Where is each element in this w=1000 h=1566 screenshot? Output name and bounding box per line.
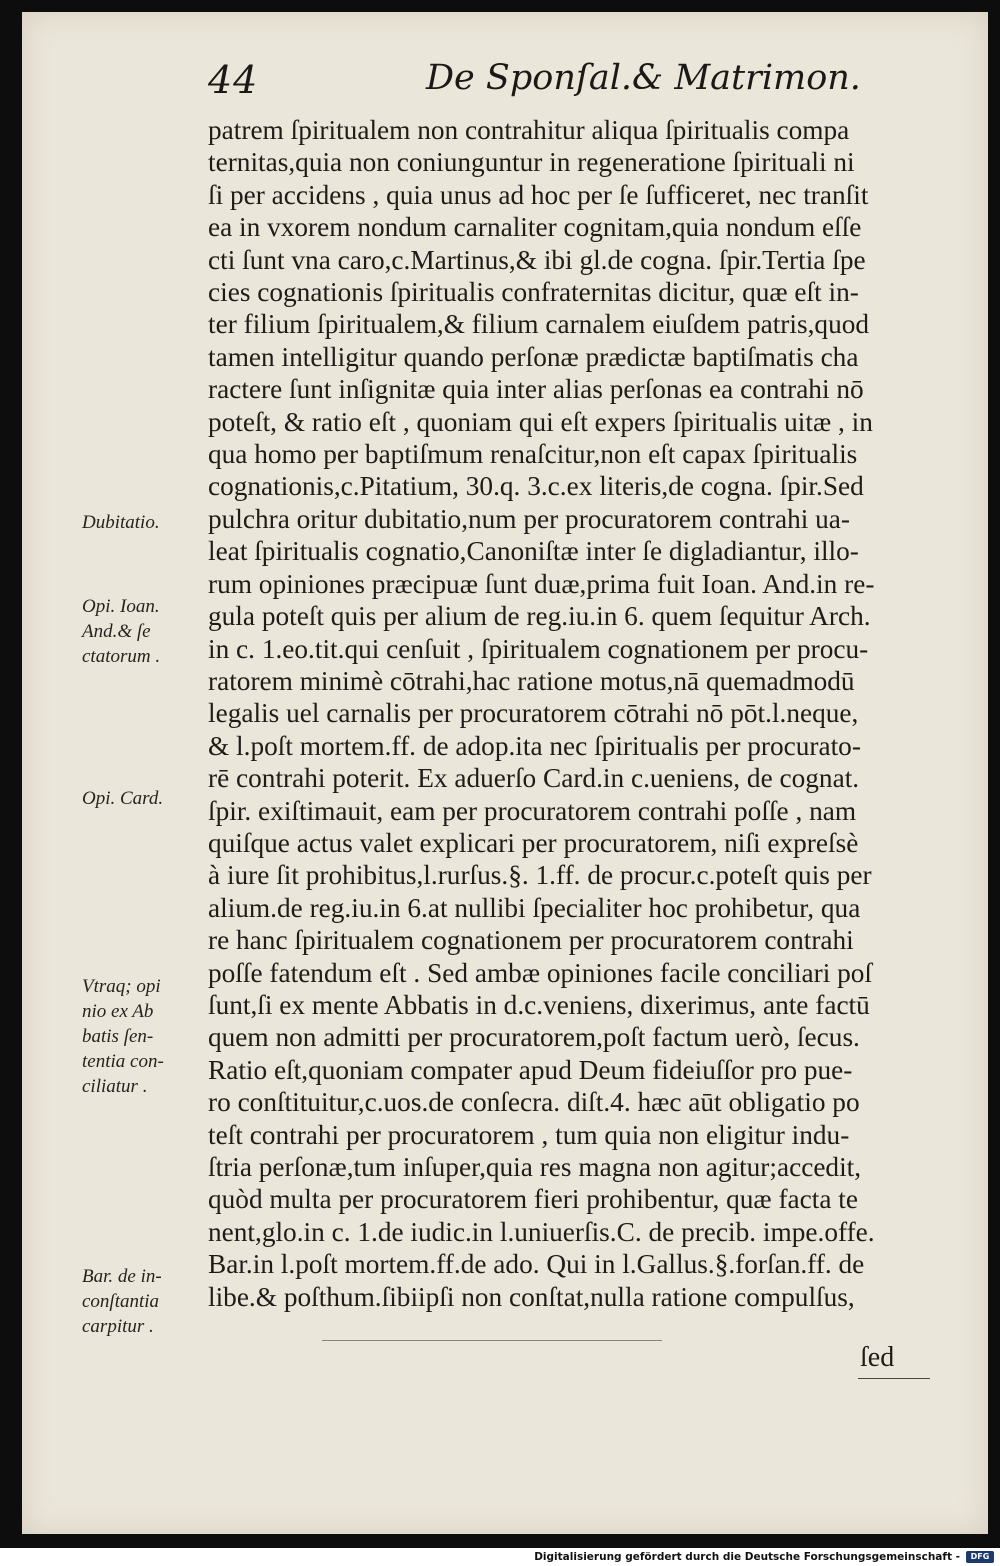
margin-note-bartolus xyxy=(82,1264,210,1339)
text-line: cti ſunt vna caro,c.Martinus,& ibi gl.de cogna. ſpir.Tertia ſpe xyxy=(208,244,866,275)
text-line: poteſt, & ratio eſt , quoniam qui eſt expers ſpiritualis uitæ , in xyxy=(208,406,873,437)
text-line: legalis uel carnalis per procuratorem cōtrahi nō pōt.l.neque, xyxy=(208,698,859,729)
text-line: gula poteſt quis per alium de reg.iu.in 6. quem ſequitur Arch. xyxy=(208,601,871,632)
margin-note-dubitatio xyxy=(82,510,210,535)
funding-notice: Digitalisierung gefördert durch die Deutsche Forschungsgemeinschaft - xyxy=(534,1551,960,1563)
text-line: re hanc ſpiritualem cognationem per procuratorem contrahi xyxy=(208,925,854,956)
text-line: qua homo per baptiſmum renaſcitur,non eſt capax ſpiritualis xyxy=(208,439,858,470)
dfg-logo-icon: DFG xyxy=(966,1551,994,1563)
text-line: quiſque actus valet explicari per procuratorem, niſi expreſsè xyxy=(208,827,859,858)
book-page xyxy=(22,12,988,1534)
text-line: libe.& poſthum.ſibiipſi non conſtat,nulla ratione compulſus, xyxy=(208,1281,855,1312)
page-number: 44 xyxy=(208,58,259,102)
text-line: cies cognationis ſpiritualis confraternitas dicitur, quæ eſt in- xyxy=(208,277,859,308)
margin-note-line: tentia con- xyxy=(82,1051,164,1072)
text-line: leat ſpiritualis cognatio,Canoniſtæ inter ſe digladiantur, illo- xyxy=(208,536,859,567)
text-line: ratorem minimè cōtrahi,hac ratione motus,nā quemadmodū xyxy=(208,665,855,696)
text-line: ractere ſunt inſignitæ quia inter alias perſonas ea contrahi nō xyxy=(208,374,864,405)
catchword-underline xyxy=(858,1378,930,1379)
margin-note-line: And.& ſe xyxy=(82,621,151,642)
text-line: ſi per accidens , quia unus ad hoc per ſe ſufficeret, nec tranſit xyxy=(208,179,869,210)
margin-note-line: ciliatur . xyxy=(82,1076,148,1097)
text-line: nent,glo.in c. 1.de iudic.in l.uniuerſis.C. de precib. impe.offe. xyxy=(208,1216,875,1247)
catchword: ſed xyxy=(860,1342,895,1373)
text-line: rē contrahi poterit. Ex aduerſo Card.in c.ueniens, de cognat. xyxy=(208,763,860,794)
margin-note-line: ctatorum . xyxy=(82,646,161,667)
margin-note-line: batis ſen- xyxy=(82,1026,154,1047)
text-line: ternitas,quia non coniunguntur in regeneratione ſpirituali ni xyxy=(208,147,855,178)
text-line: rum opiniones præcipuæ ſunt duæ,prima fuit Ioan. And.in re- xyxy=(208,568,875,599)
margin-note-line: carpitur . xyxy=(82,1316,154,1337)
body-text xyxy=(208,114,950,1313)
text-line: quòd multa per procuratorem fieri prohibentur, quæ facta te xyxy=(208,1184,859,1215)
text-line: ro conſtituitur,c.uos.de conſecra. diſt.4. hæc aūt obligatio po xyxy=(208,1087,860,1118)
text-line: ſpir. exiſtimauit, eam per procuratorem contrahi poſſe , nam xyxy=(208,795,857,826)
text-line: ea in vxorem nondum carnaliter cognitam,quia nondum eſſe xyxy=(208,212,862,243)
text-line: Ratio eſt,quoniam compater apud Deum fideiuſſor pro pue- xyxy=(208,1054,853,1085)
text-line: Bar.in l.poſt mortem.ff.de ado. Qui in l.Gallus.§.forſan.ff. de xyxy=(208,1249,865,1280)
margin-note-line: Vtraq; opi xyxy=(82,976,161,997)
margin-note-opinio-ioan xyxy=(82,594,210,669)
margin-note-utraque-opinio xyxy=(82,974,210,1099)
text-line: patrem ſpiritualem non contrahitur aliqua ſpiritualis compa xyxy=(208,115,850,145)
margin-note-line: Opi. Card. xyxy=(82,788,164,809)
text-line: cognationis,c.Pitatium, 30.q. 3.c.ex literis,de cogna. ſpir.Sed xyxy=(208,471,864,502)
margin-note-line: nio ex Ab xyxy=(82,1001,154,1022)
margin-note-line: conſtantia xyxy=(82,1291,160,1312)
margin-note-line: Dubitatio. xyxy=(82,512,160,533)
text-line: ſunt,ſi ex mente Abbatis in d.c.veniens, dixerimus, ante factū xyxy=(208,989,870,1020)
text-line: teſt contrahi per procuratorem , tum quia non eligitur indu- xyxy=(208,1119,850,1150)
text-line: tamen intelligitur quando perſonæ prædictæ baptiſmatis cha xyxy=(208,341,859,372)
running-title: De Sponſal.& Matrimon. xyxy=(426,58,861,98)
text-line: in c. 1.eo.tit.qui cenſuit , ſpiritualem cognationem per procu- xyxy=(208,633,869,664)
margin-note-line: Opi. Ioan. xyxy=(82,596,160,617)
text-line: ſtria perſonæ,tum inſuper,quia res magna non agitur;accedit, xyxy=(208,1152,862,1182)
text-line: & l.poſt mortem.ff. de adop.ita nec ſpiritualis per procurato- xyxy=(208,730,861,761)
text-line: quem non admitti per procuratorem,poſt factum uerò, ſecus. xyxy=(208,1022,860,1053)
text-line: poſſe fatendum eſt . Sed ambæ opiniones facile conciliari poſ xyxy=(208,957,873,988)
margin-note-line: Bar. de in- xyxy=(82,1266,162,1287)
bottom-rule xyxy=(322,1340,662,1341)
text-line: ter filium ſpiritualem,& filium carnalem eiuſdem patris,quod xyxy=(208,309,870,340)
margin-note-opinio-card xyxy=(82,786,210,811)
text-line: alium.de reg.iu.in 6.at nullibi ſpecialiter hoc prohibetur, qua xyxy=(208,892,861,923)
text-line: à iure ſit prohibitus,l.rurſus.§. 1.ff. de procur.c.poteſt quis per xyxy=(208,860,872,891)
text-line: pulchra oritur dubitatio,num per procuratorem contrahi ua- xyxy=(208,503,851,534)
running-head xyxy=(22,52,988,112)
